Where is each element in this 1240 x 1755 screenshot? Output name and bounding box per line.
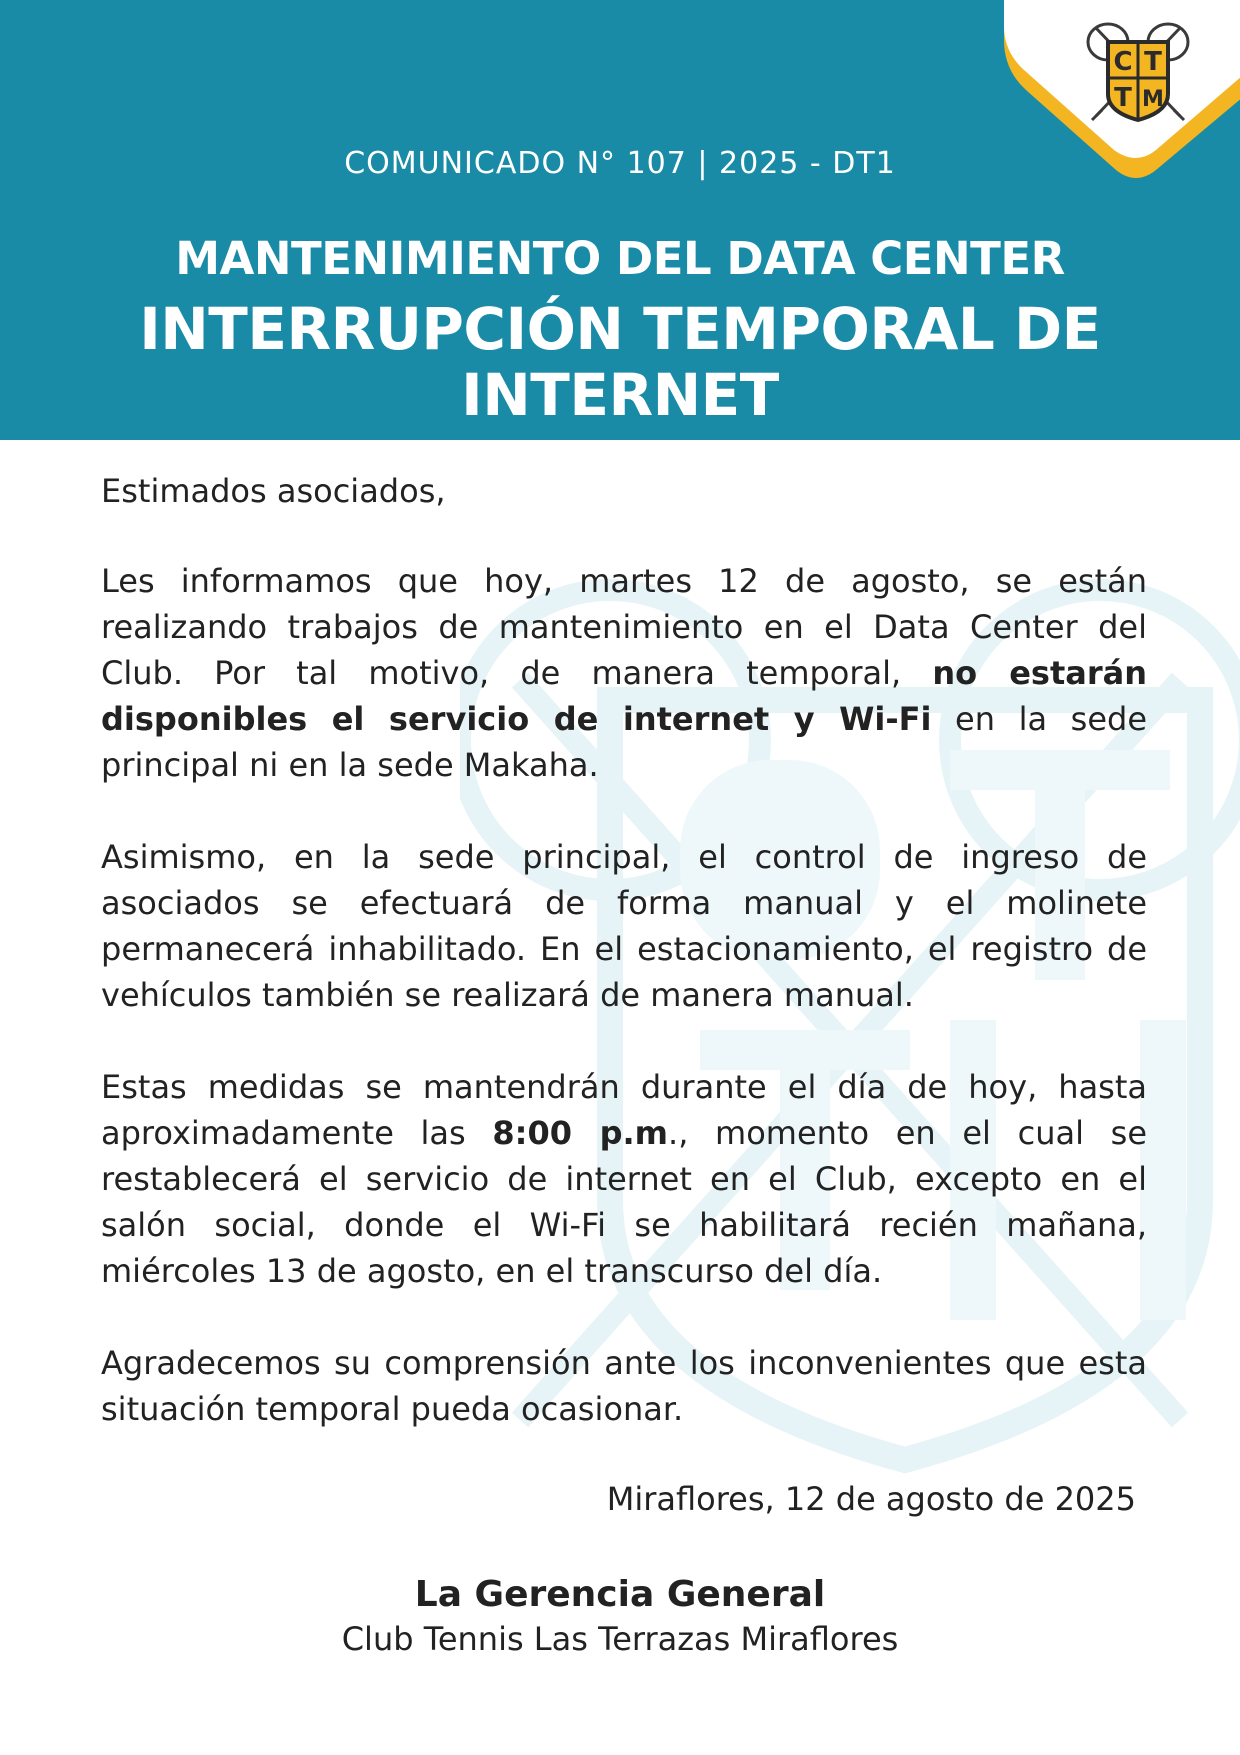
paragraph-3-bold: 8:00 p.m: [492, 1114, 669, 1152]
paragraph-3: [101, 1064, 1147, 1294]
logo-letter-1: C: [1113, 47, 1133, 77]
paragraph-1: [101, 558, 1147, 788]
club-name: Club Tennis Las Terrazas Miraflores: [341, 1620, 899, 1658]
paragraph-1-bold: no estarán disponibles el servicio de internet y Wi-Fi: [101, 654, 1148, 738]
page-subtitle: INTERRUPCIÓN TEMPORAL DE INTERNET: [139, 295, 1101, 429]
page-title: MANTENIMIENTO DEL DATA CENTER: [175, 232, 1065, 285]
letter-body: [101, 468, 1147, 1478]
paragraph-3-text-b: ., momento en el cual se restablecerá el servicio de internet en el Club, excepto en el salón social, donde el Wi-Fi se habilitará recién mañana, miércoles 13 de agosto, en el transcurso del día.: [101, 1114, 1148, 1290]
club-crest-icon: [1082, 20, 1194, 124]
paragraph-2: Asimismo, en la sede principal, el control de ingreso de asociados se efectuará de forma manual y el molinete permanecerá inhabilitado. En el estacionamiento, el registro de vehículos también se realizará de manera manual.: [101, 838, 1147, 1014]
logo-letter-3: T: [1114, 83, 1132, 113]
paragraph-4: Agradecemos su comprensión ante los inconvenientes que esta situación temporal pueda ocasionar.: [101, 1344, 1147, 1428]
signer-name: La Gerencia General: [414, 1574, 826, 1615]
header-banner: [0, 0, 1240, 440]
greeting: Estimados asociados,: [101, 472, 446, 510]
paragraph-1-text-b: en la sede principal ni en la sede Makaha.: [101, 700, 1147, 784]
comunicado-number: COMUNICADO N° 107 | 2025 - DT1: [344, 146, 896, 181]
place-date: Miraflores, 12 de agosto de 2025: [606, 1480, 1136, 1518]
logo-letter-2: T: [1144, 47, 1162, 77]
logo-letter-4: M: [1142, 87, 1164, 112]
paragraph-3-text-a: Estas medidas se mantendrán durante el día de hoy, hasta aproximadamente las: [101, 1068, 1147, 1152]
paragraph-1-text-a: Les informamos que hoy, martes 12 de agosto, se están realizando trabajos de mantenimiento en el Data Center del Club. Por tal motivo, de manera temporal,: [101, 562, 1147, 692]
